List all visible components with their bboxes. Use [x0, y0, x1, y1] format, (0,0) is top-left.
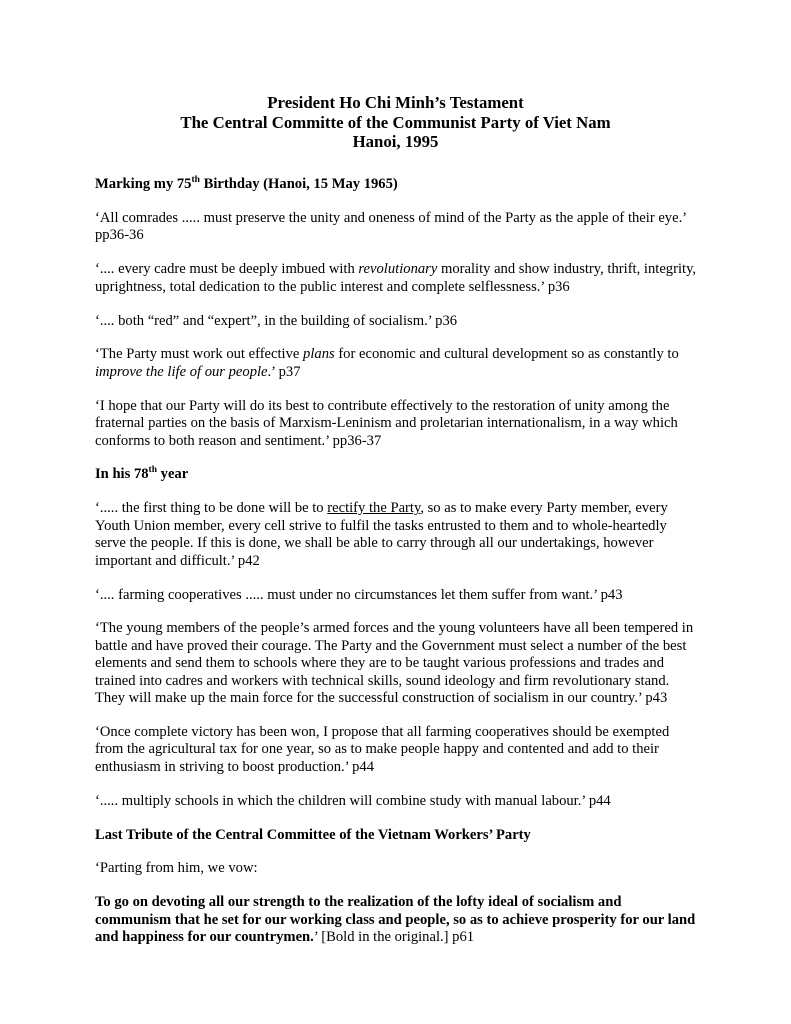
document-title [0, 93, 791, 152]
emphasis-text: revolutionary [358, 261, 438, 278]
emphasis-text: improve the life of our people [95, 363, 268, 380]
emphasis-text: plans [303, 346, 335, 363]
section-heading-78th-year: In his 78th year [95, 465, 189, 483]
quote-paragraph: ‘.... every cadre must be deeply imbued with revolutionary morality and show industry, thrift, integrity, uprightness, total dedication to the public interest and complete selflessness.’ p36 [95, 261, 697, 295]
quote-paragraph: ‘Parting from him, we vow: [95, 860, 258, 877]
quote-paragraph: ‘The young members of the people’s armed forces and the young volunteers have all been tempered in battle and have proved their courage. The Party and the Government must select a number of the best elements and send them to schools where they are to be taught various professions and trades and trained into cadres and workers with technical skills, sound ideology and firm revolutionary stand. They will make up the main force for the successful construction of socialism in our country.’ p43 [95, 620, 694, 707]
title-line-2: The Central Committe of the Communist Party of Viet Nam [180, 112, 611, 132]
bold-text: To go on devoting all our strength to the realization of the lofty ideal of socialism and communism that he set for our working class and people, so as to achieve prosperity for our land and happiness for our countrymen. [95, 894, 696, 946]
section-heading-last-tribute: Last Tribute of the Central Committee of the Vietnam Workers’ Party [95, 826, 531, 843]
quote-paragraph: ‘.... both “red” and “expert”, in the building of socialism.’ p36 [95, 312, 458, 329]
title-line-3: Hanoi, 1995 [352, 132, 439, 151]
quote-paragraph: To go on devoting all our strength to the realization of the lofty ideal of socialism and communism that he set for our working class and people, so as to achieve prosperity for our land and happiness for our countrymen.’ [Bold in the original.] p61 [95, 894, 696, 946]
quote-paragraph: ‘.... farming cooperatives ..... must under no circumstances let them suffer from want.’ p43 [95, 586, 623, 603]
quote-paragraph: ‘..... the first thing to be done will be to rectify the Party, so as to make every Party member, every Youth Union member, every cell strive to fulfil the tasks entrusted to them and to whole-heartedly serve the people. If this is done, we shall be able to carry through all our undertakings, however important and difficult.’ p42 [95, 500, 668, 569]
quote-paragraph: ‘The Party must work out effective plans for economic and cultural development so as constantly to improve the life of our people.’ p37 [95, 346, 679, 380]
quote-paragraph: ‘..... multiply schools in which the children will combine study with manual labour.’ p44 [95, 792, 611, 809]
underlined-text: rectify the Party [327, 500, 421, 517]
title-line-1: President Ho Chi Minh’s Testament [267, 93, 524, 112]
section-heading-birthday: Marking my 75th Birthday (Hanoi, 15 May 1965) [95, 175, 398, 192]
document-body [95, 176, 701, 963]
quote-paragraph: ‘Once complete victory has been won, I propose that all farming cooperatives should be exempted from the agricultural tax for one year, so as to make people happy and contented and add to their enthusiasm in striving to boost production.’ p44 [95, 723, 670, 775]
quote-paragraph: ‘All comrades ..... must preserve the unity and oneness of mind of the Party as the apple of their eye.’ pp36-36 [95, 209, 687, 244]
quote-paragraph: ‘I hope that our Party will do its best to contribute effectively to the restoration of unity among the fraternal parties on the basis of Marxism-Leninism and proletarian internationalism, in a way which conforms to both reason and sentiment.’ pp36-37 [95, 397, 678, 449]
